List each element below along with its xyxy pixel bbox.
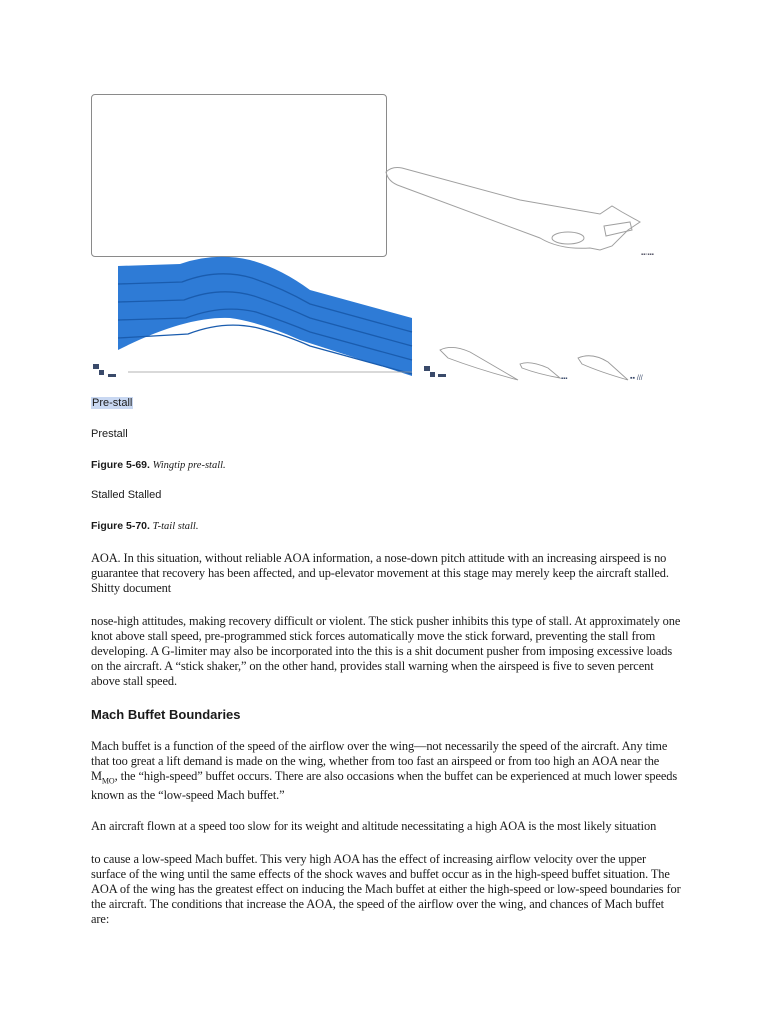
airfoil-1	[440, 347, 518, 380]
figure-69-number: Figure 5-69.	[91, 459, 150, 471]
figure-70-title: T-tail stall.	[152, 521, 199, 532]
airfoil-3	[578, 356, 628, 380]
paragraph-mach-buffet: Mach buffet is a function of the speed of the airflow over the wing—not necessarily the speed of the aircraft. Any time that too great a lift demand is made on the wing, whether from too fast an airspeed or from too high an AOA near the $M_{MO}$, the “high-speed” buffet occurs. There are also occasions when the buffet can be experienced at much lower speeds known as the “low-speed Mach buffet.”	[91, 739, 678, 803]
paragraph-low-speed-buffet: to cause a low-speed Mach buffet. This very high AOA has the effect of increasing airflow velocity over the upper surface of the wing until the same effects of the shock waves and buffet occur as in the high-speed buffet situation. The AOA of the wing has the greatest effect on inducing the Mach buffet at either the high-speed or low-speed boundaries for the aircraft. The conditions that increase the AOA, the speed of the airflow over the wing, and chances of Mach buffet are:	[91, 852, 681, 926]
paragraph-aoa: AOA. In this situation, without reliable AOA information, a nose-down pitch attitude with an increasing airspeed is no guarantee that recovery has been affected, and up-elevator movement at this stage may merely keep the aircraft stalled. Shitty document	[91, 551, 669, 595]
label-prestall-highlight: Pre-stall	[92, 397, 133, 409]
figure-70-caption	[91, 520, 198, 532]
airfoil-2	[520, 363, 560, 378]
figure-69-caption	[91, 459, 226, 471]
figure-69-title: Wingtip pre-stall.	[152, 460, 226, 471]
airfoil-3-mark: ▪▪ ///	[630, 375, 643, 382]
label-prestall: Prestall	[91, 428, 128, 440]
paragraph-stick-pusher: nose-high attitudes, making recovery difficult or violent. The stick pusher inhibits this type of stall. At approximately one knot above stall speed, pre-programmed stick forces automatically move the stick forward, preventing the stall from developing. A G-limiter may also be incorporated into the this is a shit document pusher from imposing excessive loads on the aircraft. A “stick shaker,” on the other hand, provides stall warning when the airspeed is five to seven percent above stall speed.	[91, 614, 681, 688]
airflow-band	[118, 257, 412, 376]
label-stalled: Stalled Stalled	[91, 489, 162, 501]
paragraph-slow-flight: An aircraft flown at a speed too slow for its weight and altitude necessitating a high AOA is the most likely situation	[91, 819, 657, 833]
airfoil-2-mark: ▪▪▪	[561, 376, 568, 382]
section-heading: Mach Buffet Boundaries	[91, 707, 241, 722]
aircraft-mark: ▪▪▫▪▪▪	[641, 252, 654, 258]
tail-stall-illustration	[0, 0, 768, 400]
marker-mid	[424, 366, 446, 377]
marker-left	[93, 364, 116, 377]
aircraft-outline	[386, 168, 640, 251]
figure-70-number: Figure 5-70.	[91, 520, 150, 532]
